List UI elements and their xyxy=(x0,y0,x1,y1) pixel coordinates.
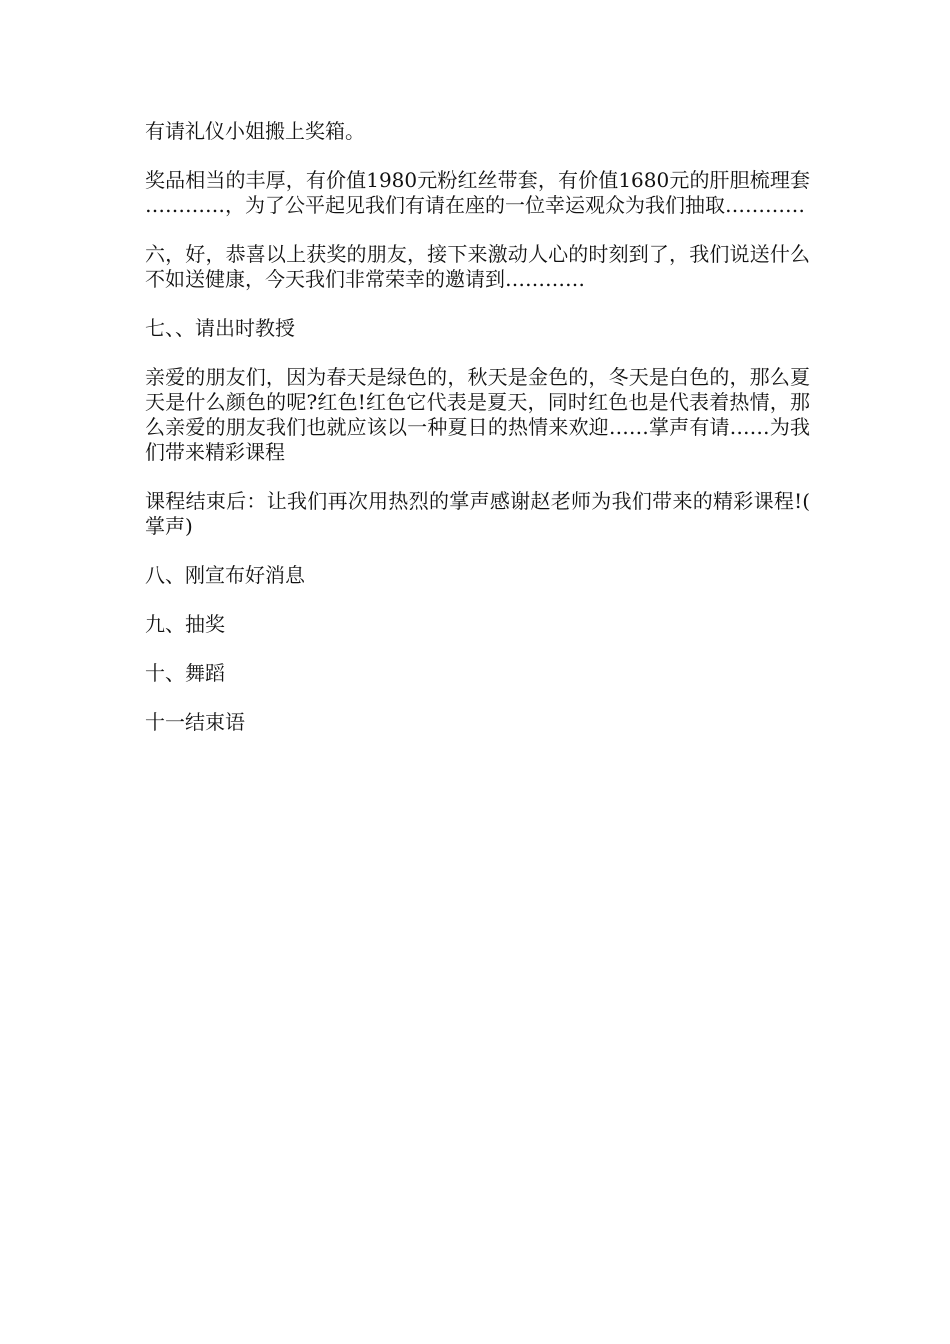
paragraph-section-ten: 十、舞蹈 xyxy=(145,661,225,685)
paragraph-section-eight: 八、刚宣布好消息 xyxy=(145,563,305,587)
document-body xyxy=(145,119,810,759)
paragraph-prizes-description: 奖品相当的丰厚，有价值1980元粉红丝带套，有价值1680元的肝胆梳理套…………，为了公平起见我们有请在座的一位幸运观众为我们抽取………… xyxy=(145,168,810,217)
paragraph-section-nine: 九、抽奖 xyxy=(145,612,225,636)
paragraph-summer-welcome: 亲爱的朋友们，因为春天是绿色的，秋天是金色的，冬天是白色的，那么夏天是什么颜色的呢?红色!红色它代表是夏天，同时红色也是代表着热情，那么亲爱的朋友我们也就应该以一种夏日的热情来欢迎……掌声有请……为我们带来精彩课程 xyxy=(145,365,810,464)
paragraph-section-eleven: 十一结束语 xyxy=(145,710,245,734)
paragraph-after-course: 课程结束后：让我们再次用热烈的掌声感谢赵老师为我们带来的精彩课程!(掌声) xyxy=(145,489,810,538)
paragraph-etiquette-prize-box: 有请礼仪小姐搬上奖箱。 xyxy=(145,119,365,143)
paragraph-section-six: 六，好，恭喜以上获奖的朋友，接下来激动人心的时刻到了，我们说送什么不如送健康，今天我们非常荣幸的邀请到………… xyxy=(145,242,810,291)
paragraph-section-seven: 七、、请出时教授 xyxy=(145,316,295,340)
